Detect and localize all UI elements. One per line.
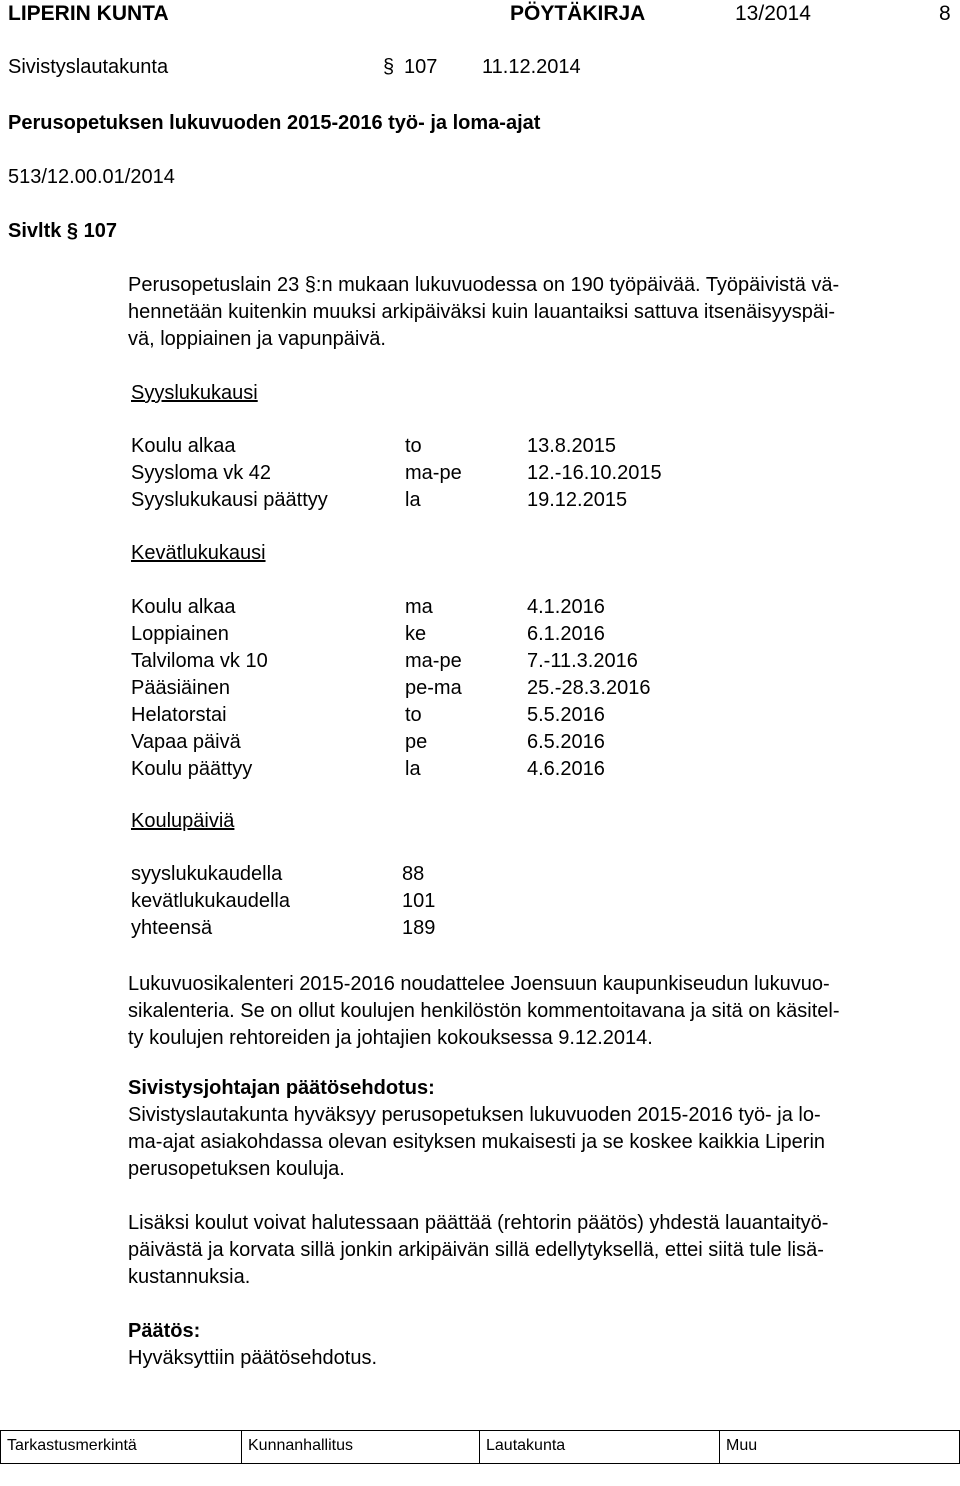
decision-section: [128, 1318, 952, 1372]
term-label: syyslukukaudella: [131, 863, 283, 885]
section-symbol: §: [383, 56, 395, 78]
event-date: 4.6.2016: [527, 758, 605, 780]
event-date: 6.5.2016: [527, 731, 605, 753]
sivltk-number: 107: [83, 220, 117, 242]
event-day: ma-pe: [405, 650, 462, 672]
term-label: yhteensä: [131, 917, 213, 939]
event-date: 12.-16.10.2015: [527, 462, 662, 484]
event-date: 6.1.2016: [527, 623, 605, 645]
footer-cell: Muu: [726, 1437, 758, 1454]
document-number: 13/2014: [735, 2, 811, 25]
document-title: Perusopetuksen lukuvuoden 2015-2016 työ- ja loma-ajat: [8, 112, 541, 134]
section-number: 107: [404, 56, 438, 78]
decision-text: Hyväksyttiin päätösehdotus.: [128, 1347, 378, 1369]
school-days-heading: Koulupäiviä: [131, 810, 235, 832]
additional-line: Lisäksi koulut voivat halutessaan päättää (rehtorin päätös) yhdestä lauantaityö-: [128, 1212, 829, 1234]
additional-line: päivästä ja korvata sillä jonkin arkipäivän sillä edellytyksellä, ettei siitä tule lisä-: [128, 1239, 824, 1261]
event-label: Syysloma vk 42: [131, 462, 272, 484]
event-label: Loppiainen: [131, 623, 229, 645]
event-label: Helatorstai: [131, 704, 227, 726]
intro-line: Perusopetuslain 23 §:n mukaan lukuvuodessa on 190 työpäivää. Työpäivistä vä-: [128, 274, 840, 296]
event-day: ma: [405, 596, 433, 618]
event-label: Vapaa päivä: [131, 731, 241, 753]
record-id: 513/12.00.01/2014: [8, 166, 175, 188]
event-day: pe-ma: [405, 677, 462, 699]
intro-paragraph: [128, 272, 952, 353]
document-type: PÖYTÄKIRJA: [510, 2, 646, 25]
event-date: 19.12.2015: [527, 489, 628, 511]
event-date: 7.-11.3.2016: [527, 650, 638, 672]
sivltk-label: [8, 220, 117, 243]
event-day: ke: [405, 623, 427, 645]
event-label: Koulu alkaa: [131, 435, 236, 457]
spring-heading: Kevätlukukausi: [131, 542, 266, 564]
event-label: Koulu päättyy: [131, 758, 253, 780]
footer-cell: Kunnanhallitus: [242, 1431, 480, 1463]
day-count: 189: [402, 917, 436, 939]
proposal-heading: Sivistysjohtajan päätösehdotus:: [128, 1077, 435, 1099]
event-date: 25.-28.3.2016: [527, 677, 651, 699]
event-day: pe: [405, 731, 428, 753]
calendar-line: ty koulujen rehtoreiden ja johtajien kokouksessa 9.12.2014.: [128, 1027, 653, 1049]
calendar-paragraph: [128, 971, 952, 1052]
proposal-line: ma-ajat asiakohdassa olevan esityksen mukaisesti ja se koskee kaikkia Liperin: [128, 1131, 826, 1153]
event-label: Talviloma vk 10: [131, 650, 268, 672]
day-count: 88: [402, 863, 425, 885]
event-date: 5.5.2016: [527, 704, 605, 726]
proposal-line: Sivistyslautakunta hyväksyy perusopetuksen lukuvuoden 2015-2016 työ- ja lo-: [128, 1104, 821, 1126]
municipality-name: LIPERIN KUNTA: [8, 2, 169, 25]
sivltk-symbol: §: [66, 220, 79, 242]
proposal-section: [128, 1075, 952, 1183]
event-day: ma-pe: [405, 462, 462, 484]
additional-line: kustannuksia.: [128, 1266, 251, 1288]
board-name: Sivistyslautakunta: [8, 56, 169, 78]
footer-cell: Lautakunta: [480, 1431, 720, 1463]
sivltk-label-text: Sivltk: [8, 220, 62, 242]
calendar-line: sikalenteria. Se on ollut koulujen henkilöstön kommentoitavana ja sitä on käsitel-: [128, 1000, 840, 1022]
proposal-line: perusopetuksen kouluja.: [128, 1158, 345, 1180]
calendar-line: Lukuvuosikalenteri 2015-2016 noudattelee Joensuun kaupunkiseudun lukuvuo-: [128, 973, 830, 995]
intro-line: hennetään kuitenkin muuksi arkipäiväksi kuin lauantaiksi sattuva itsenäisyyspäi-: [128, 301, 836, 323]
event-label: Syyslukukausi päättyy: [131, 489, 328, 511]
intro-line: vä, loppiainen ja vapunpäivä.: [128, 328, 386, 350]
autumn-heading: Syyslukukausi: [131, 382, 258, 404]
additional-paragraph: [128, 1210, 952, 1291]
event-day: la: [405, 758, 421, 780]
term-label: kevätlukukaudella: [131, 890, 290, 912]
footer-stamp-table: [0, 1430, 960, 1464]
event-day: la: [405, 489, 421, 511]
event-label: Pääsiäinen: [131, 677, 230, 699]
meeting-date: 11.12.2014: [482, 56, 581, 78]
footer-cell: Tarkastusmerkintä: [1, 1431, 242, 1463]
event-day: to: [405, 704, 422, 726]
page-number: 8: [939, 2, 951, 25]
decision-heading: Päätös:: [128, 1320, 201, 1342]
event-date: 4.1.2016: [527, 596, 605, 618]
day-count: 101: [402, 890, 436, 912]
event-day: to: [405, 435, 422, 457]
event-date: 13.8.2015: [527, 435, 616, 457]
event-label: Koulu alkaa: [131, 596, 236, 618]
